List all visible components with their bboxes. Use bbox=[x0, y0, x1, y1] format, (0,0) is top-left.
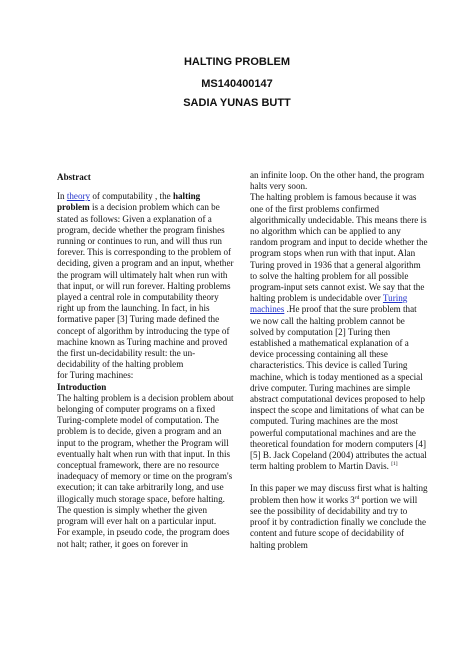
theory-link[interactable]: theory bbox=[66, 191, 91, 202]
abstract-text-rest: is a decision problem which can be stated as follows: Given a explanation of a program, decide whether the program finishes running or continues to run, and will thus run forever. This is corresponding to the problem of deciding, given a program and an input, whether the program will ultimately halt when run with that input, or will run forever. Halting problems played a central role in computability theory right up from the launching. In fact, in his formative paper [3] Turing made defined the concept of algorithm by introducing the type of machine known as Turing machine and proved the first un-decidability result: the un-decidability of the halting problem bbox=[57, 202, 234, 370]
student-id: MS140400147 bbox=[201, 78, 273, 90]
left-column bbox=[57, 172, 235, 550]
outline-text-a: In this paper we may discuss first what is halting problem then how it works 3 bbox=[250, 483, 428, 505]
outline-text-b: portion we will see the possibility of decidability and try to proof it by contradiction finally we conclude the content and future scope of decidability of halting problem bbox=[250, 494, 427, 550]
example-paragraph: For example, in pseudo code, the program does not halt; rather, it goes on forever in bbox=[57, 527, 230, 549]
right-column bbox=[250, 170, 428, 551]
halting-famous-paragraph bbox=[250, 192, 428, 472]
ordinal-suffix: rd bbox=[354, 494, 360, 501]
abstract-heading: Abstract bbox=[57, 172, 91, 182]
halting-famous-text-a: The halting problem is famous because it was one of the first problems confirmed algorithmically undecidable. This means there is no algorithm which can be applied to any random program and input to decide whether the program stops when run with that input. Alan Turing proved in 1936 that a general algorithm to solve the halting problem for all possible program-input sets cannot exist. We say that the halting problem is undecidable over bbox=[250, 192, 428, 304]
halting-problem-term: halting problem bbox=[57, 191, 201, 213]
paper-title: HALTING PROBLEM bbox=[183, 56, 291, 68]
citation-1: [1] bbox=[391, 461, 398, 468]
turing-machines-link[interactable]: Turing machines bbox=[250, 293, 408, 315]
author-name: SADIA YUNAS BUTT bbox=[183, 97, 291, 109]
abstract-paragraph bbox=[57, 191, 235, 370]
example-paragraph-continued: an infinite loop. On the other hand, the program halts very soon. bbox=[250, 170, 425, 192]
abstract-text-start: In bbox=[57, 191, 67, 202]
introduction-paragraph: The halting problem is a decision problem about belonging of computer programs on a fixed Turing-complete model of computation. The problem is to decide, given a program and an input to the program, whether the Program will eventually halt when run with that input. In this conceptual framework, there are no resource inadequacy of memory or time on the program's execution; it can take arbitrarily long, and use illogically much storage space, before halting. The question is simply whether the given program will ever halt on a particular input. bbox=[57, 392, 234, 527]
abstract-text-mid: of computability , the bbox=[90, 191, 173, 202]
halting-famous-text-b: .He proof that the sure problem that we now call the halting problem cannot be solved by computation [2] Turing then established a mathematical explanation of a device processing containing all these characteristics. This device is called Turing machine, which is today mentioned as a special drive computer. Turing machines are simple abstract computational devices proposed to help inspect the scope and limitations of what can be computed. Turing machines are the most powerful computational machines and are the theoretical foundation for modern computers [4] [5] B. Jack Copeland (2004) attributes the actual term halting problem to Martin Davis. bbox=[250, 304, 427, 472]
introduction-heading: Introduction bbox=[57, 381, 107, 392]
abstract-last-line: for Turing machines: bbox=[57, 370, 134, 381]
paper-outline-paragraph bbox=[250, 483, 428, 550]
